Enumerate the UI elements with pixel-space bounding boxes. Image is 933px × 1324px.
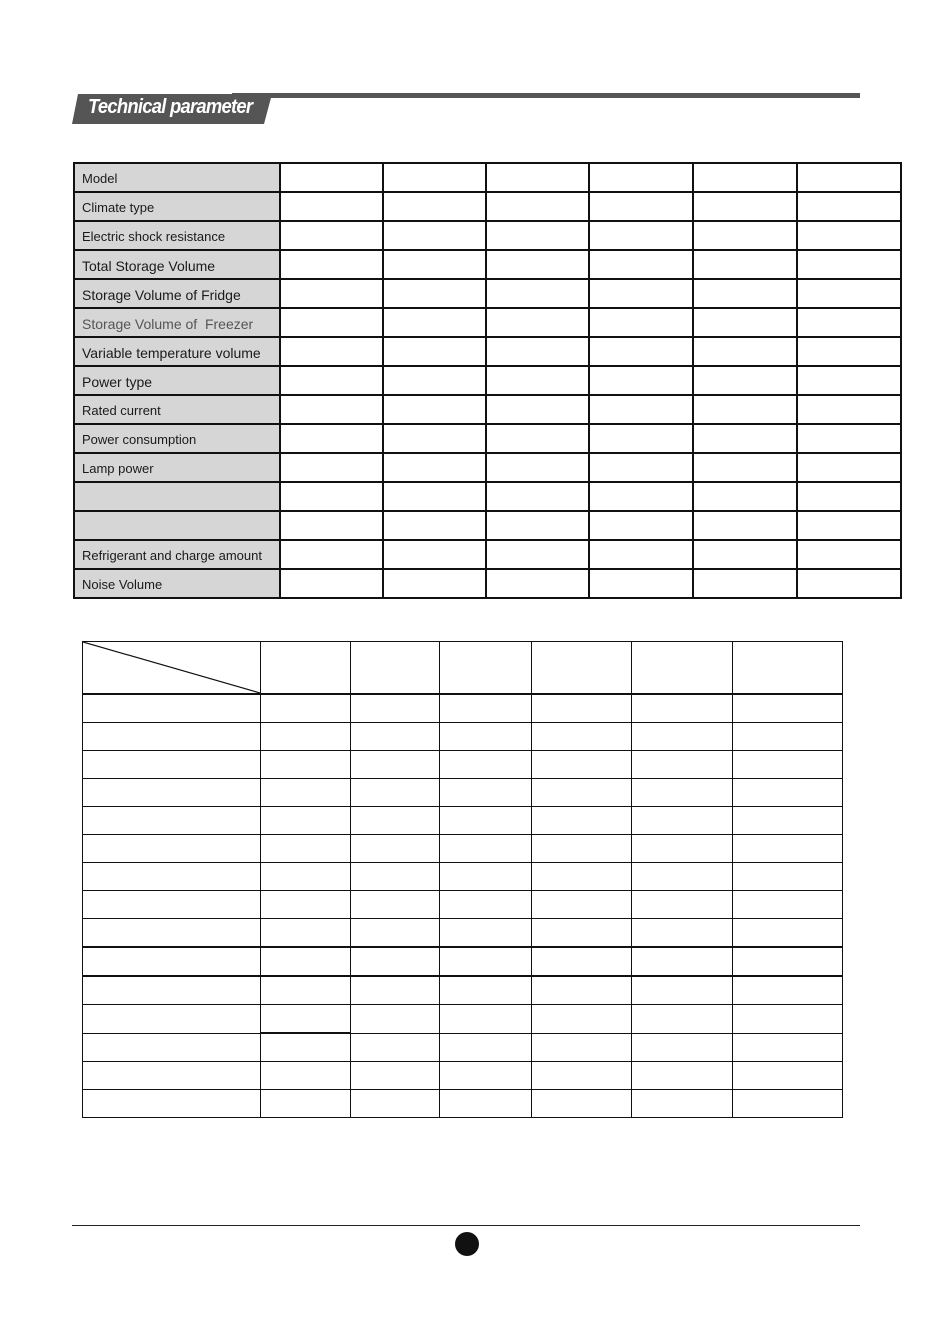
table-cell [693,511,797,540]
table-cell [261,919,351,948]
table-cell [261,1062,351,1090]
table-header-cell [733,642,843,695]
table-header-cell [261,642,351,695]
table-cell [280,337,383,366]
row-label: Lamp power [74,453,280,482]
table-cell [486,424,589,453]
table-cell [383,540,486,569]
table-cell [83,1090,261,1118]
table-cell [280,453,383,482]
table-cell [532,1033,632,1062]
table-cell [440,947,532,976]
table-cell [486,308,589,337]
table-cell [693,337,797,366]
table-cell [261,1005,351,1034]
table-cell [632,723,733,751]
table-cell [797,569,901,598]
table-cell [280,279,383,308]
table-cell [797,395,901,424]
table-row [74,337,901,366]
page-title: Technical parameter [88,96,253,118]
table-cell [383,453,486,482]
table-cell [440,1005,532,1034]
table-cell [733,976,843,1005]
table-cell [440,1033,532,1062]
table-cell [83,976,261,1005]
table-cell [383,250,486,279]
table-cell [632,694,733,723]
table-cell [261,976,351,1005]
table-cell [589,337,693,366]
table-row [74,395,901,424]
table-row [74,163,901,192]
row-label [74,482,280,511]
table-cell [797,366,901,395]
table-cell [532,1062,632,1090]
table-cell [632,947,733,976]
table-cell [261,947,351,976]
table-cell [733,863,843,891]
table-header-cell [632,642,733,695]
table-cell [486,250,589,279]
table-cell [83,807,261,835]
table-cell [440,863,532,891]
table-cell [797,250,901,279]
table-cell [261,863,351,891]
table-cell [532,723,632,751]
table-cell [693,453,797,482]
table-row [83,835,843,863]
table-cell [280,569,383,598]
table-row [83,694,843,723]
table-cell [797,453,901,482]
table-row [74,279,901,308]
table-cell [440,976,532,1005]
table-cell [440,751,532,779]
table-cell [486,395,589,424]
table-cell [486,366,589,395]
table-cell [351,891,440,919]
table-cell [351,947,440,976]
table-cell [280,221,383,250]
table-cell [733,835,843,863]
table-row [74,192,901,221]
table-cell [383,163,486,192]
table-cell [532,976,632,1005]
table-cell [589,279,693,308]
table-row [74,482,901,511]
table-cell [351,1005,440,1034]
table-cell [440,694,532,723]
table-cell [797,192,901,221]
table-cell [589,366,693,395]
table-cell [589,221,693,250]
table-cell [589,250,693,279]
table-cell [632,1090,733,1118]
table-cell [693,221,797,250]
table-cell [261,694,351,723]
table-cell [486,511,589,540]
table-cell [280,192,383,221]
table-header-cell [351,642,440,695]
table-cell [280,424,383,453]
table-cell [632,919,733,948]
table-cell [733,1090,843,1118]
table-header-row [83,642,843,695]
table-cell [589,569,693,598]
table-cell [261,723,351,751]
table-cell [351,807,440,835]
table-cell [440,891,532,919]
table-cell [632,976,733,1005]
table-cell [351,976,440,1005]
table-row [74,221,901,250]
table-cell [486,453,589,482]
footer-rule [72,1225,860,1226]
table-row [74,511,901,540]
table-cell [351,835,440,863]
table-cell [589,482,693,511]
table-row [74,569,901,598]
table-cell [440,919,532,948]
table-row [83,1090,843,1118]
table-cell [383,337,486,366]
table-row [83,723,843,751]
table-cell [797,279,901,308]
table-cell [589,453,693,482]
table-cell [261,751,351,779]
table-cell [693,250,797,279]
table-cell [589,540,693,569]
table-cell [83,779,261,807]
row-label: Variable temperature volume [74,337,280,366]
table-row [83,779,843,807]
table-cell [280,511,383,540]
table-cell [351,863,440,891]
table-cell [83,694,261,723]
table-cell [797,308,901,337]
table-cell [733,779,843,807]
table-cell [733,1033,843,1062]
table-cell [351,723,440,751]
table-cell [589,192,693,221]
table-row [74,366,901,395]
table-cell [261,779,351,807]
table-cell [261,807,351,835]
table-row [83,807,843,835]
table-cell [693,366,797,395]
header-rule [232,93,860,98]
table-header-cell [440,642,532,695]
spec-table [73,162,902,599]
table-cell [632,863,733,891]
row-label: Noise Volume [74,569,280,598]
table-cell [589,511,693,540]
data-table [82,641,843,1118]
table-row [83,1062,843,1090]
table-cell [632,835,733,863]
table-cell [693,482,797,511]
table-cell [589,308,693,337]
diagonal-line [83,642,260,693]
table-cell [280,366,383,395]
row-label: Power type [74,366,280,395]
table-cell [797,424,901,453]
row-label: Storage Volume of Freezer [74,308,280,337]
row-label: Storage Volume of Fridge [74,279,280,308]
table-cell [589,424,693,453]
table-cell [733,891,843,919]
table-cell [733,1062,843,1090]
table-cell [261,891,351,919]
row-label: Model [74,163,280,192]
table-cell [532,751,632,779]
table-row [74,453,901,482]
table-cell [693,192,797,221]
table-cell [440,779,532,807]
row-label: Electric shock resistance [74,221,280,250]
table-cell [486,163,589,192]
table-cell [280,540,383,569]
table-cell [733,807,843,835]
table-cell [280,482,383,511]
row-label: Refrigerant and charge amount [74,540,280,569]
table-cell [351,919,440,948]
table-cell [351,779,440,807]
table-row [74,308,901,337]
table-cell [486,569,589,598]
table-cell [351,1033,440,1062]
table-cell [83,947,261,976]
table-cell [351,1062,440,1090]
table-cell [532,863,632,891]
table-cell [351,751,440,779]
table-cell [383,221,486,250]
table-cell [83,919,261,948]
table-cell [532,807,632,835]
table-cell [486,192,589,221]
row-label: Total Storage Volume [74,250,280,279]
row-label: Power consumption [74,424,280,453]
row-label [74,511,280,540]
row-label: Rated current [74,395,280,424]
table-cell [532,835,632,863]
table-row [74,250,901,279]
table-cell [532,1005,632,1034]
table-cell [632,751,733,779]
page-number-badge [455,1232,479,1256]
table-row [83,947,843,976]
table-cell [532,891,632,919]
table-header-cell [532,642,632,695]
table-cell [383,395,486,424]
table-cell [797,511,901,540]
table-cell [589,395,693,424]
table-cell [532,779,632,807]
table-cell [83,1033,261,1062]
table-cell [83,835,261,863]
table-cell [261,835,351,863]
table-cell [261,1033,351,1062]
table-cell [383,279,486,308]
table-row [74,540,901,569]
table-cell [351,694,440,723]
table-cell [383,192,486,221]
table-cell [383,569,486,598]
table-cell [733,694,843,723]
table-cell [532,1090,632,1118]
table-row [83,1033,843,1062]
table-cell [486,482,589,511]
table-cell [632,891,733,919]
table-cell [486,540,589,569]
table-cell [280,308,383,337]
table-cell [383,366,486,395]
table-cell [383,511,486,540]
table-cell [733,919,843,948]
table-cell [83,1005,261,1034]
table-cell [693,279,797,308]
table-cell [797,540,901,569]
table-cell [733,723,843,751]
table-cell [486,279,589,308]
table-cell [733,751,843,779]
table-cell [693,540,797,569]
table-cell [733,1005,843,1034]
row-label: Climate type [74,192,280,221]
table-cell [440,1090,532,1118]
table-cell [632,1033,733,1062]
table-cell [632,807,733,835]
table-cell [733,947,843,976]
table-cell [280,395,383,424]
table-cell [632,1062,733,1090]
table-row [83,919,843,948]
table-cell [589,163,693,192]
table-row [83,891,843,919]
table-cell [797,482,901,511]
table-cell [693,569,797,598]
table-cell [532,694,632,723]
table-cell [383,482,486,511]
table-cell [280,163,383,192]
table-cell [440,835,532,863]
table-cell [351,1090,440,1118]
table-cell [83,751,261,779]
table-cell [797,337,901,366]
table-cell [632,1005,733,1034]
table-row [74,424,901,453]
table-row [83,976,843,1005]
table-cell [693,424,797,453]
table-cell [693,163,797,192]
table-row [83,1005,843,1034]
table-row [83,751,843,779]
table-cell [83,863,261,891]
table-cell [280,250,383,279]
table-cell [632,779,733,807]
table-cell [486,337,589,366]
table-row [83,863,843,891]
table-cell [797,221,901,250]
table-cell [532,919,632,948]
table-cell [383,424,486,453]
diagonal-header-cell [83,642,261,695]
table-cell [383,308,486,337]
table-cell [693,395,797,424]
table-cell [693,308,797,337]
table-cell [440,723,532,751]
table-cell [486,221,589,250]
table-cell [440,1062,532,1090]
table-cell [83,891,261,919]
table-cell [261,1090,351,1118]
table-cell [532,947,632,976]
table-cell [797,163,901,192]
table-cell [83,723,261,751]
table-cell [440,807,532,835]
table-cell [83,1062,261,1090]
